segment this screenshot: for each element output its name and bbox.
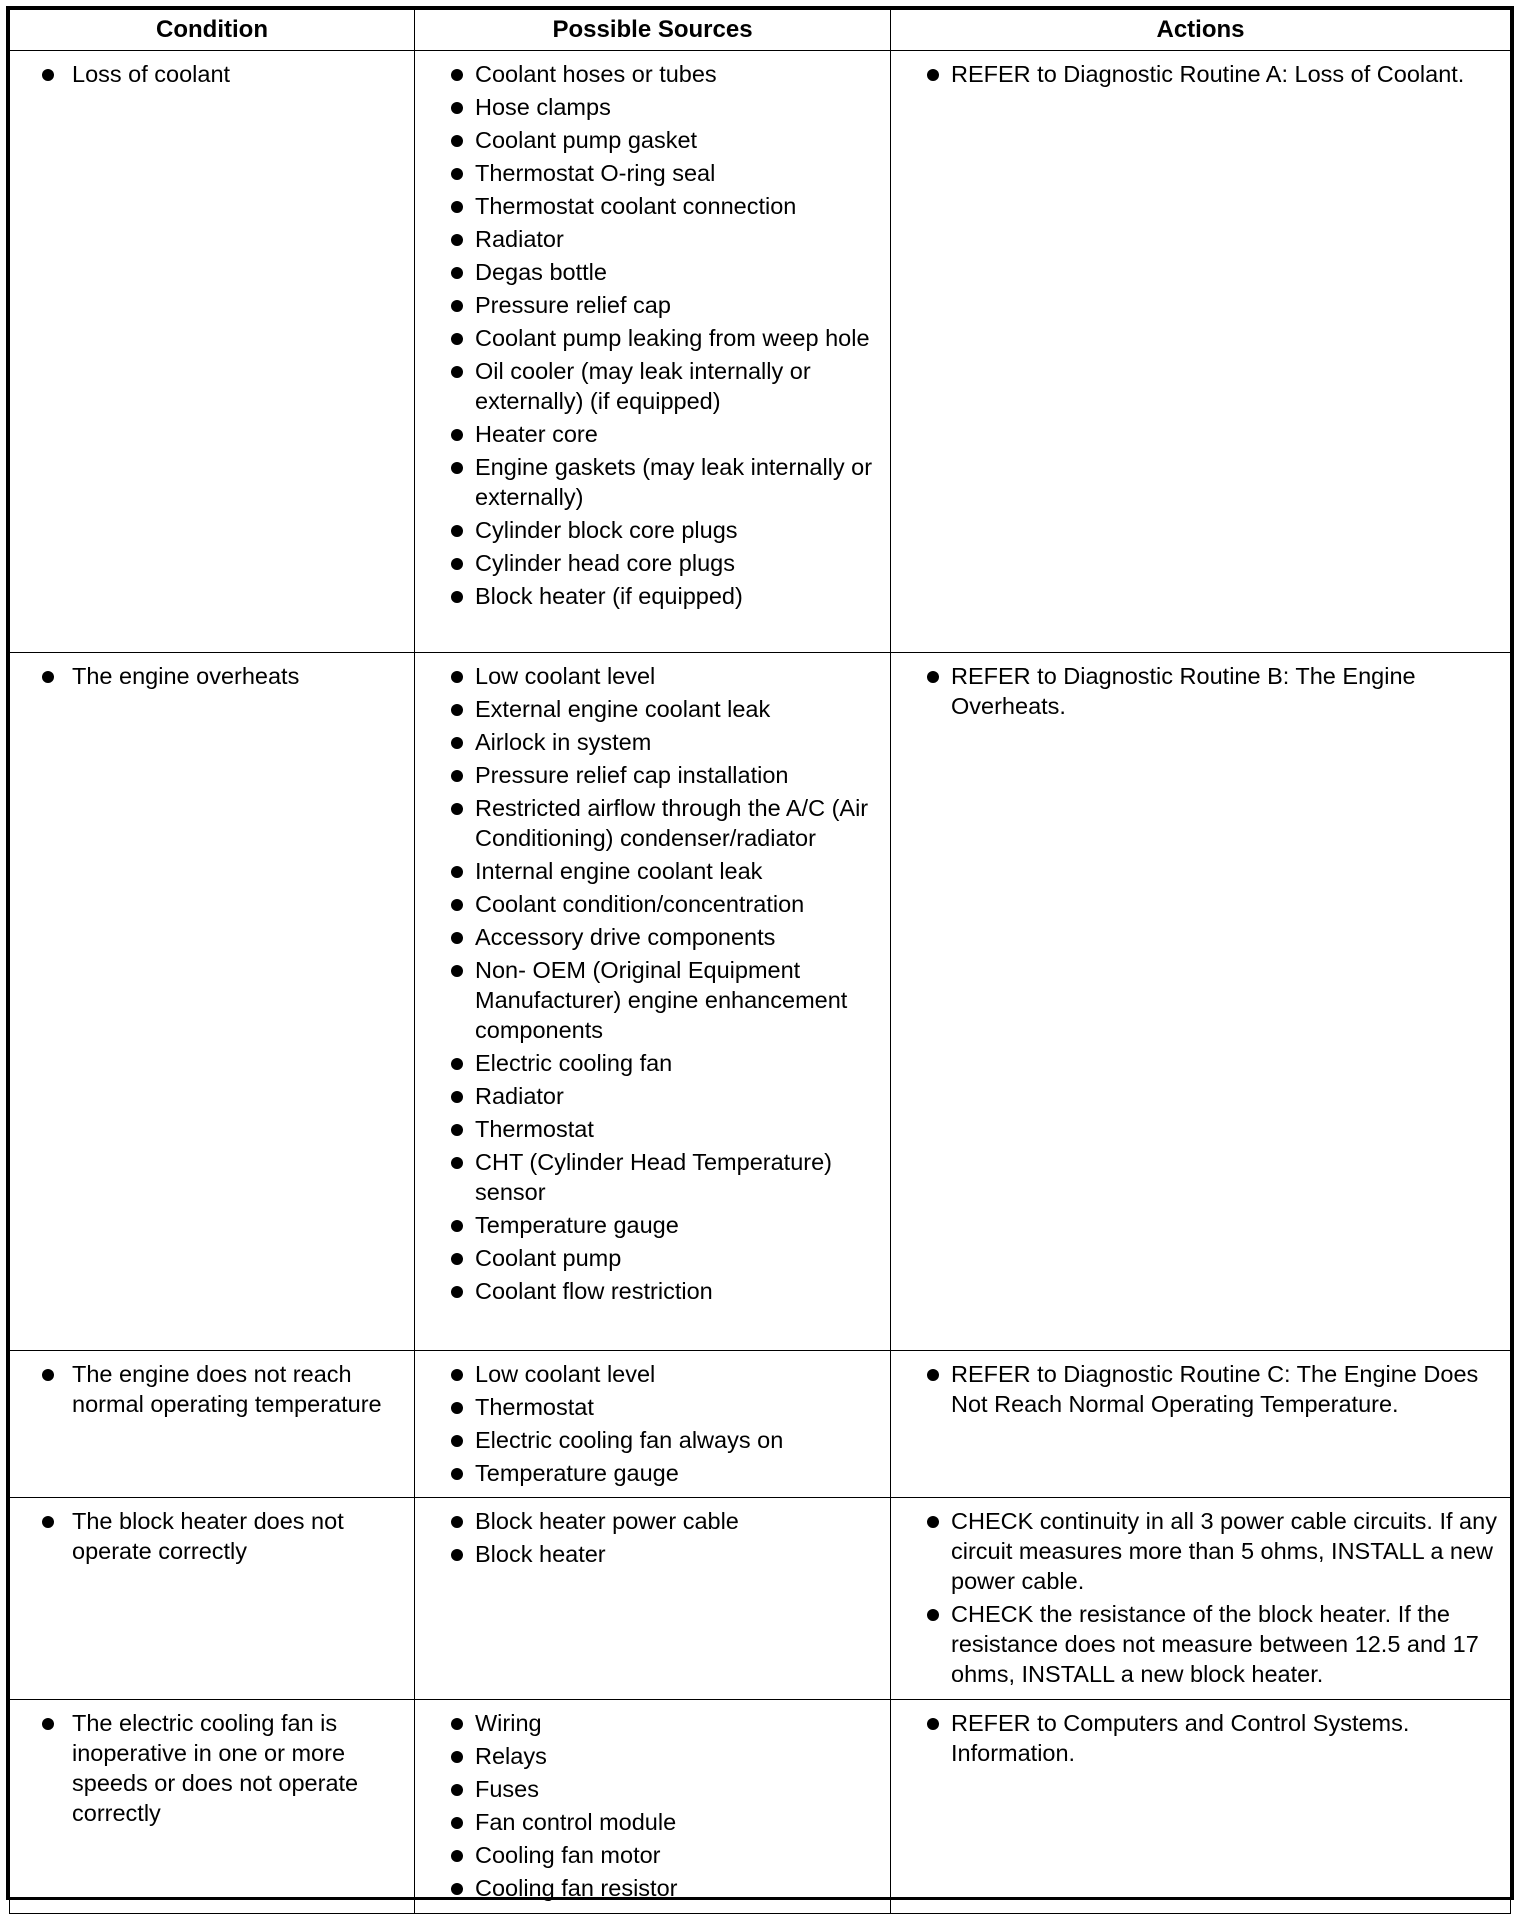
condition-cell-list xyxy=(18,1359,406,1419)
actions-cell xyxy=(891,1351,1511,1498)
possible-sources-cell xyxy=(415,1498,891,1700)
source-item: Cylinder head core plugs xyxy=(423,548,882,578)
source-item: Block heater power cable xyxy=(423,1506,882,1536)
table-row xyxy=(10,1700,1511,1914)
source-item: Thermostat O-ring seal xyxy=(423,158,882,188)
source-item: Electric cooling fan always on xyxy=(423,1425,882,1455)
source-item: Thermostat coolant connection xyxy=(423,191,882,221)
possible-sources-cell-list xyxy=(423,1359,882,1488)
possible-sources-cell-list xyxy=(423,661,882,1306)
actions-cell-list xyxy=(899,661,1502,721)
source-item: Relays xyxy=(423,1741,882,1771)
action-item: REFER to Computers and Control Systems. Information. xyxy=(899,1708,1502,1768)
table-row xyxy=(10,1351,1511,1498)
diagnostic-table-frame xyxy=(6,6,1514,1900)
source-item: Fuses xyxy=(423,1774,882,1804)
source-item: Block heater (if equipped) xyxy=(423,581,882,611)
source-item: Thermostat xyxy=(423,1392,882,1422)
action-item: REFER to Diagnostic Routine A: Loss of Coolant. xyxy=(899,59,1502,89)
condition-item: The engine overheats xyxy=(18,661,406,691)
source-item: Heater core xyxy=(423,419,882,449)
source-item: Coolant flow restriction xyxy=(423,1276,882,1306)
source-item: Accessory drive components xyxy=(423,922,882,952)
table-row xyxy=(10,51,1511,653)
possible-sources-cell-list xyxy=(423,1708,882,1903)
source-item: Coolant hoses or tubes xyxy=(423,59,882,89)
condition-item: The block heater does not operate correctly xyxy=(18,1506,406,1566)
table-row xyxy=(10,1498,1511,1700)
source-item: Radiator xyxy=(423,224,882,254)
possible-sources-cell xyxy=(415,1351,891,1498)
source-item: Thermostat xyxy=(423,1114,882,1144)
actions-cell-list xyxy=(899,59,1502,89)
source-item: Coolant pump xyxy=(423,1243,882,1273)
symptom-chart-table xyxy=(9,9,1511,1914)
actions-cell xyxy=(891,653,1511,1351)
source-item: Pressure relief cap installation xyxy=(423,760,882,790)
condition-cell-list xyxy=(18,1708,406,1828)
actions-cell-list xyxy=(899,1359,1502,1419)
possible-sources-cell xyxy=(415,653,891,1351)
action-item: REFER to Diagnostic Routine C: The Engine Does Not Reach Normal Operating Temperature. xyxy=(899,1359,1502,1419)
source-item: Non- OEM (Original Equipment Manufacturer) engine enhancement components xyxy=(423,955,882,1045)
source-item: CHT (Cylinder Head Temperature) sensor xyxy=(423,1147,882,1207)
source-item: Temperature gauge xyxy=(423,1458,882,1488)
actions-cell-list xyxy=(899,1708,1502,1768)
source-item: Temperature gauge xyxy=(423,1210,882,1240)
source-item: Wiring xyxy=(423,1708,882,1738)
action-item: CHECK the resistance of the block heater. If the resistance does not measure between 12.5 and 17 ohms, INSTALL a new block heater. xyxy=(899,1599,1502,1689)
source-item: Coolant pump gasket xyxy=(423,125,882,155)
possible-sources-cell-list xyxy=(423,1506,882,1569)
condition-item: Loss of coolant xyxy=(18,59,406,89)
source-item: Cooling fan resistor xyxy=(423,1873,882,1903)
possible-sources-cell xyxy=(415,51,891,653)
condition-cell xyxy=(10,653,415,1351)
condition-cell xyxy=(10,1351,415,1498)
actions-cell xyxy=(891,51,1511,653)
source-item: Cylinder block core plugs xyxy=(423,515,882,545)
header-actions: Actions xyxy=(891,10,1511,51)
possible-sources-cell xyxy=(415,1700,891,1914)
source-item: Cooling fan motor xyxy=(423,1840,882,1870)
header-condition: Condition xyxy=(10,10,415,51)
source-item: External engine coolant leak xyxy=(423,694,882,724)
source-item: Fan control module xyxy=(423,1807,882,1837)
header-possible-sources: Possible Sources xyxy=(415,10,891,51)
source-item: Degas bottle xyxy=(423,257,882,287)
source-item: Coolant condition/concentration xyxy=(423,889,882,919)
condition-cell-list xyxy=(18,661,406,691)
header-row xyxy=(10,10,1511,51)
source-item: Engine gaskets (may leak internally or externally) xyxy=(423,452,882,512)
source-item: Low coolant level xyxy=(423,1359,882,1389)
actions-cell xyxy=(891,1700,1511,1914)
source-item: Electric cooling fan xyxy=(423,1048,882,1078)
condition-cell xyxy=(10,1498,415,1700)
possible-sources-cell-list xyxy=(423,59,882,611)
action-item: CHECK continuity in all 3 power cable circuits. If any circuit measures more than 5 ohms, INSTALL a new power cable. xyxy=(899,1506,1502,1596)
source-item: Radiator xyxy=(423,1081,882,1111)
actions-cell xyxy=(891,1498,1511,1700)
source-item: Hose clamps xyxy=(423,92,882,122)
actions-cell-list xyxy=(899,1506,1502,1689)
source-item: Pressure relief cap xyxy=(423,290,882,320)
source-item: Restricted airflow through the A/C (Air Conditioning) condenser/radiator xyxy=(423,793,882,853)
condition-cell-list xyxy=(18,1506,406,1566)
source-item: Internal engine coolant leak xyxy=(423,856,882,886)
condition-cell xyxy=(10,51,415,653)
source-item: Coolant pump leaking from weep hole xyxy=(423,323,882,353)
source-item: Block heater xyxy=(423,1539,882,1569)
source-item: Airlock in system xyxy=(423,727,882,757)
table-row xyxy=(10,653,1511,1351)
condition-item: The electric cooling fan is inoperative in one or more speeds or does not operate correctly xyxy=(18,1708,406,1828)
source-item: Oil cooler (may leak internally or externally) (if equipped) xyxy=(423,356,882,416)
condition-item: The engine does not reach normal operating temperature xyxy=(18,1359,406,1419)
action-item: REFER to Diagnostic Routine B: The Engine Overheats. xyxy=(899,661,1502,721)
condition-cell xyxy=(10,1700,415,1914)
condition-cell-list xyxy=(18,59,406,89)
table-body xyxy=(10,51,1511,1914)
source-item: Low coolant level xyxy=(423,661,882,691)
